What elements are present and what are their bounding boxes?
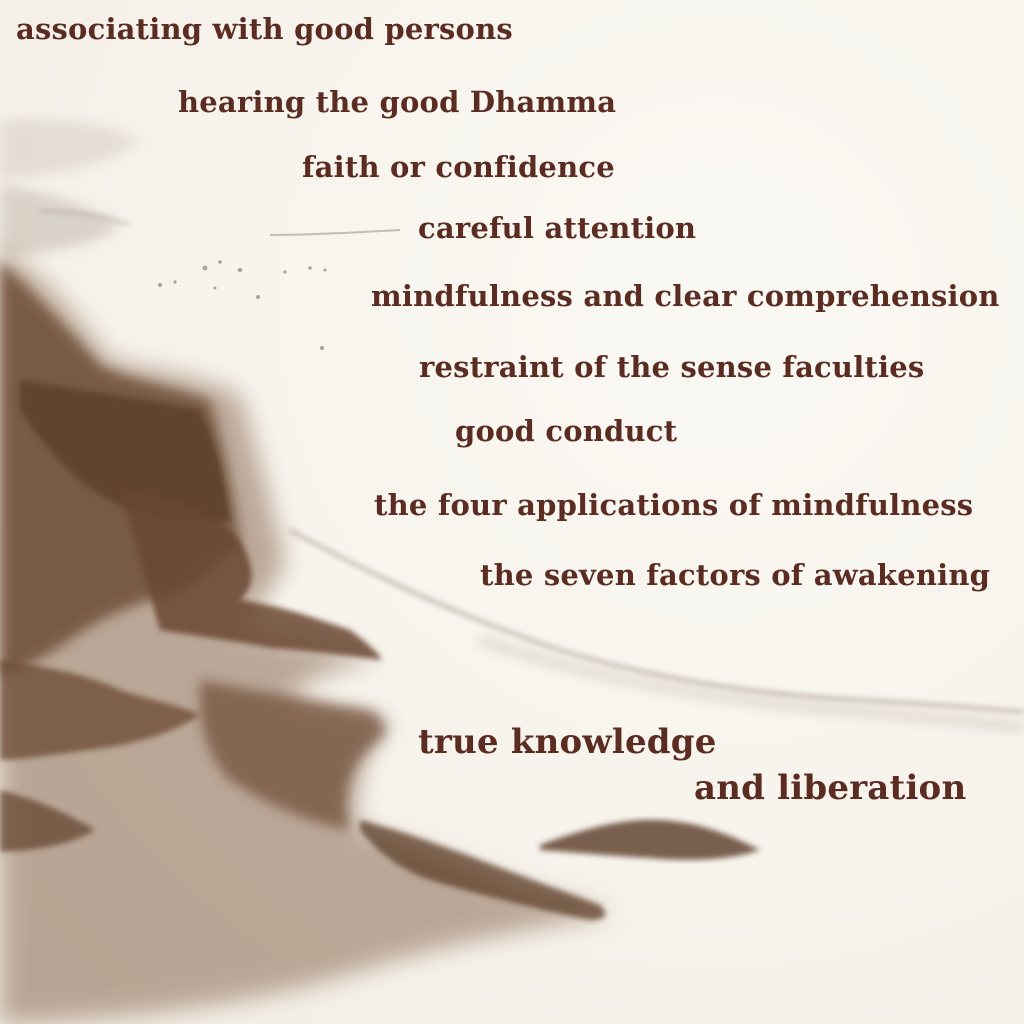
step-2-text: hearing the good Dhamma — [178, 85, 617, 119]
step-6-text: restraint of the sense faculties — [419, 350, 925, 384]
step-4-text: careful attention — [418, 211, 697, 245]
step-8-text: the four applications of mindfulness — [374, 488, 974, 522]
step-3-text: faith or confidence — [302, 150, 615, 184]
step-1-text: associating with good persons — [16, 12, 513, 46]
conclusion-line-1: true knowledge — [418, 722, 717, 762]
step-7-text: good conduct — [455, 414, 678, 448]
step-9-text: the seven factors of awakening — [480, 558, 991, 592]
step-5-text: mindfulness and clear comprehension — [371, 279, 1000, 313]
conclusion-line-2: and liberation — [694, 768, 967, 808]
